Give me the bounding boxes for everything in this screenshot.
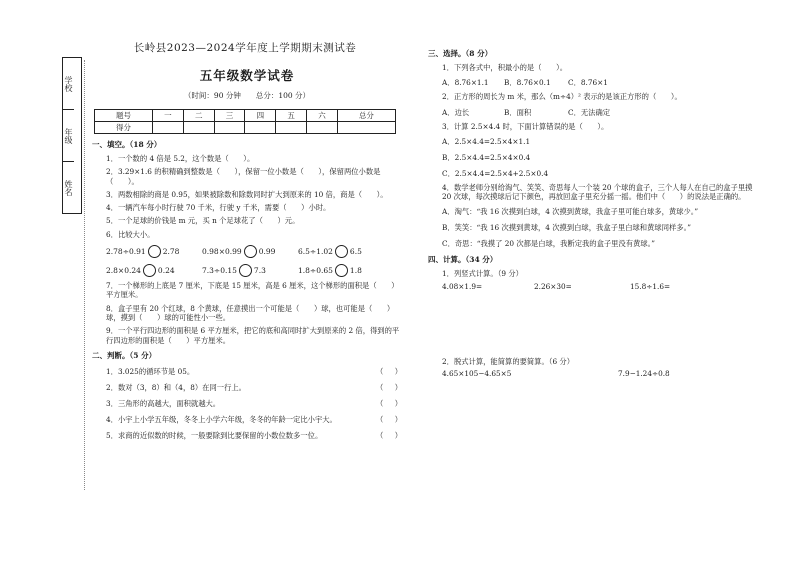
score-header-cell: 总分 (337, 110, 395, 122)
compare-circle-blank[interactable] (148, 245, 161, 258)
judge-text: 5．求商的近似数的时候，一般要除到比要保留的小数位数多一位。 (106, 430, 323, 440)
judge-item-3 (92, 399, 402, 409)
choice-question-3: 3．计算 2.5×4.4 时，下面计算错误的是（ ）。 (442, 121, 609, 131)
compare-right: 1.8 (349, 266, 362, 276)
compare-item (106, 264, 202, 277)
paren-close: ） (394, 398, 402, 408)
calc-items-2 (428, 369, 758, 378)
choice-question-1: 1．下列各式中，积最小的是（ ）。 (442, 63, 568, 72)
binding-school-label: 学校 (63, 58, 74, 110)
choice-option: C．8.76×1 (568, 78, 608, 88)
judge-item-1 (92, 367, 402, 377)
paren-open: （ (376, 430, 384, 440)
score-header-cell: 二 (183, 110, 214, 122)
score-cell (214, 122, 245, 134)
fill-question-6: 6．比较大小。 (106, 229, 155, 239)
fill-question-9: 9．一个平行四边形的面积是 6 平方厘米，把它的底和高同时扩大到原来的 2 倍，得到的平行四边形的面积是（ ）平方厘米。 (106, 326, 400, 345)
compare-right: 7.3 (253, 266, 266, 276)
compare-right: 0.24 (157, 266, 175, 276)
choice-options-2 (428, 108, 758, 118)
compare-circle-blank[interactable] (335, 245, 348, 258)
compare-right: 0.99 (258, 247, 276, 257)
score-header-cell: 五 (276, 110, 307, 122)
judge-item-2 (92, 383, 402, 393)
judge-text: 2．数对（3，8）和（4，8）在同一行上。 (106, 382, 246, 392)
calc-expression: 4.65×105−4.65×5 (442, 369, 512, 379)
score-cell (153, 122, 184, 134)
binding-info-box (62, 57, 82, 214)
choice-question-4: 4．数学老师分别给淘气、笑笑、奇思每人一个装 20 个球的盒子，三个人每人在自己的盒子里摸 20 次球，每次摸球后记下颜色，再放回盒子里充分摇一摇。他们中（ ）的说法是正确的。 (442, 182, 753, 202)
choice-option: A．8.76×1.1 (442, 78, 489, 88)
compare-row-2 (92, 264, 402, 277)
score-header-cell: 三 (214, 110, 245, 122)
judge-answer-blank[interactable] (376, 399, 402, 409)
score-cell (276, 122, 307, 134)
judge-answer-blank[interactable] (376, 415, 402, 425)
calc-expression: 4.08×1.9= (442, 281, 483, 291)
compare-left: 2.8×0.24 (106, 266, 141, 276)
exam-subject: 五年级数学试卷 (199, 68, 295, 83)
score-header-cell: 一 (153, 110, 184, 122)
binding-grade-label: 年级 (63, 110, 74, 162)
paren-close: ） (394, 366, 402, 376)
score-table (94, 109, 396, 134)
judge-answer-blank[interactable] (376, 383, 402, 393)
compare-left: 6.5÷1.02 (298, 247, 333, 257)
fill-question-5: 5．一个足球的价钱是 m 元，买 n 个足球花了（ ）元。 (106, 216, 300, 226)
binding-name-label: 姓名 (64, 179, 73, 196)
fill-question-4: 4．一辆汽车每小时行驶 70 千米，行驶 y 千米，需要（ ）小时。 (106, 203, 331, 213)
choice-option: A．边长 (442, 107, 470, 117)
calc-expression: 7.9−1.24÷0.8 (618, 369, 670, 379)
paren-open: （ (376, 382, 384, 392)
compare-item (202, 245, 298, 258)
compare-left: 1.8÷0.65 (298, 266, 333, 276)
fill-question-3: 3．两数相除的商是 0.95，如果被除数和除数同时扩大到原来的 10 倍，商是（ ）。 (106, 189, 388, 199)
choice-option: C．奇思：“我摸了 20 次都是白球，我断定我的盒子里没有黄球。” (442, 239, 656, 249)
binding-dotted-line (84, 60, 86, 490)
exam-info: （时间：90 分钟 总分：100 分） (183, 91, 311, 100)
paren-open: （ (376, 398, 384, 408)
left-column (92, 40, 402, 441)
compare-right: 2.78 (162, 247, 180, 257)
score-cell (337, 122, 395, 134)
paren-open: （ (376, 366, 384, 376)
compare-left: 0.98×0.99 (202, 247, 242, 257)
compare-circle-blank[interactable] (143, 264, 156, 277)
compare-left: 7.3÷0.15 (202, 266, 237, 276)
score-cell (307, 122, 338, 134)
paren-close: ） (394, 382, 402, 392)
section-choice-title: 三、选择。（8 分） (428, 49, 493, 58)
compare-item (298, 245, 394, 258)
paren-close: ） (394, 430, 402, 440)
fill-question-8: 8．盒子里有 20 个红球，8 个黄球，任意摸出一个可能是（ ）球，也可能是（ ）球，摸到（ ）球的可能性小一些。 (106, 303, 395, 322)
choice-option: B．2.5×4.4=2.5×4×0.4 (442, 152, 531, 162)
calc-question-2: 2．脱式计算，能简算的要简算。（6 分） (442, 356, 575, 366)
fill-question-1: 1．一个数的 4 倍是 5.2，这个数是（ ）。 (106, 154, 255, 163)
compare-left: 2.78÷0.91 (106, 247, 146, 257)
calc-items-1 (428, 282, 758, 291)
choice-option: C．2.5×4.4=2.5×4+2.5×0.4 (442, 168, 549, 178)
compare-circle-blank[interactable] (239, 264, 252, 277)
section-calc-title: 四、计算。（34 分） (428, 255, 498, 265)
calc-work-space (428, 291, 758, 353)
score-cell (183, 122, 214, 134)
section-judge-title: 二、判断。（5 分） (92, 350, 157, 360)
judge-item-4 (92, 415, 402, 425)
score-header-cell: 六 (307, 110, 338, 122)
calc-question-1: 1．列竖式计算。（9 分） (442, 269, 523, 279)
compare-item (202, 264, 298, 277)
compare-item (106, 245, 202, 258)
score-row-label: 得分 (95, 122, 153, 134)
choice-option: C．无法确定 (568, 107, 611, 117)
judge-answer-blank[interactable] (376, 367, 402, 377)
exam-title: 长岭县2023—2024学年度上学期期末测试卷 (133, 42, 357, 54)
judge-item-5 (92, 431, 402, 441)
compare-right: 6.5 (349, 247, 362, 257)
calc-expression: 15.8÷1.6= (630, 281, 671, 291)
score-cell (245, 122, 276, 134)
right-column (428, 48, 758, 378)
section-fill-title: 一、填空。（18 分） (92, 140, 162, 149)
paren-open: （ (376, 414, 384, 424)
choice-options-1 (428, 78, 758, 88)
compare-circle-blank[interactable] (335, 264, 348, 277)
choice-option: B．8.76×0.1 (504, 78, 551, 88)
score-header-cell: 四 (245, 110, 276, 122)
choice-question-2: 2．正方形的周长为 m 米，那么（m÷4）² 表示的是该正方形的（ ）。 (442, 92, 682, 102)
fill-question-2: 2．3.29×1.6 的积精确到整数是（ ），保留一位小数是（ ），保留两位小数是（ ）。 (106, 167, 381, 186)
choice-option: A．淘气：“我 16 次摸到白球，4 次摸到黄球，我盒子里可能白球多，黄球少。” (442, 207, 699, 217)
choice-option: A．2.5×4.4=2.5×4×1.1 (442, 136, 531, 146)
paren-close: ） (394, 414, 402, 424)
judge-text: 3．三角形的高越大，面积就越大。 (106, 398, 221, 408)
judge-text: 4．小宇上小学五年级，冬冬上小学六年级，冬冬的年龄一定比小宇大。 (106, 414, 337, 424)
compare-item (298, 264, 394, 277)
compare-circle-blank[interactable] (244, 245, 257, 258)
choice-option: B．笑笑：“我 16 次摸到黄球，4 次摸到白球，我盒子里白球和黄球同样多。” (442, 223, 691, 233)
choice-option: B．面积 (504, 107, 532, 117)
judge-text: 1．3.025的循环节是 05。 (106, 366, 195, 376)
judge-answer-blank[interactable] (376, 431, 402, 441)
compare-row-1 (92, 245, 402, 258)
score-header-cell: 题号 (95, 110, 153, 122)
fill-question-7: 7．一个梯形的上底是 7 厘米，下底是 15 厘米，高是 6 厘米，这个梯形的面积是（ ）平方厘米。 (106, 281, 399, 300)
calc-expression: 2.26×30= (534, 281, 572, 291)
